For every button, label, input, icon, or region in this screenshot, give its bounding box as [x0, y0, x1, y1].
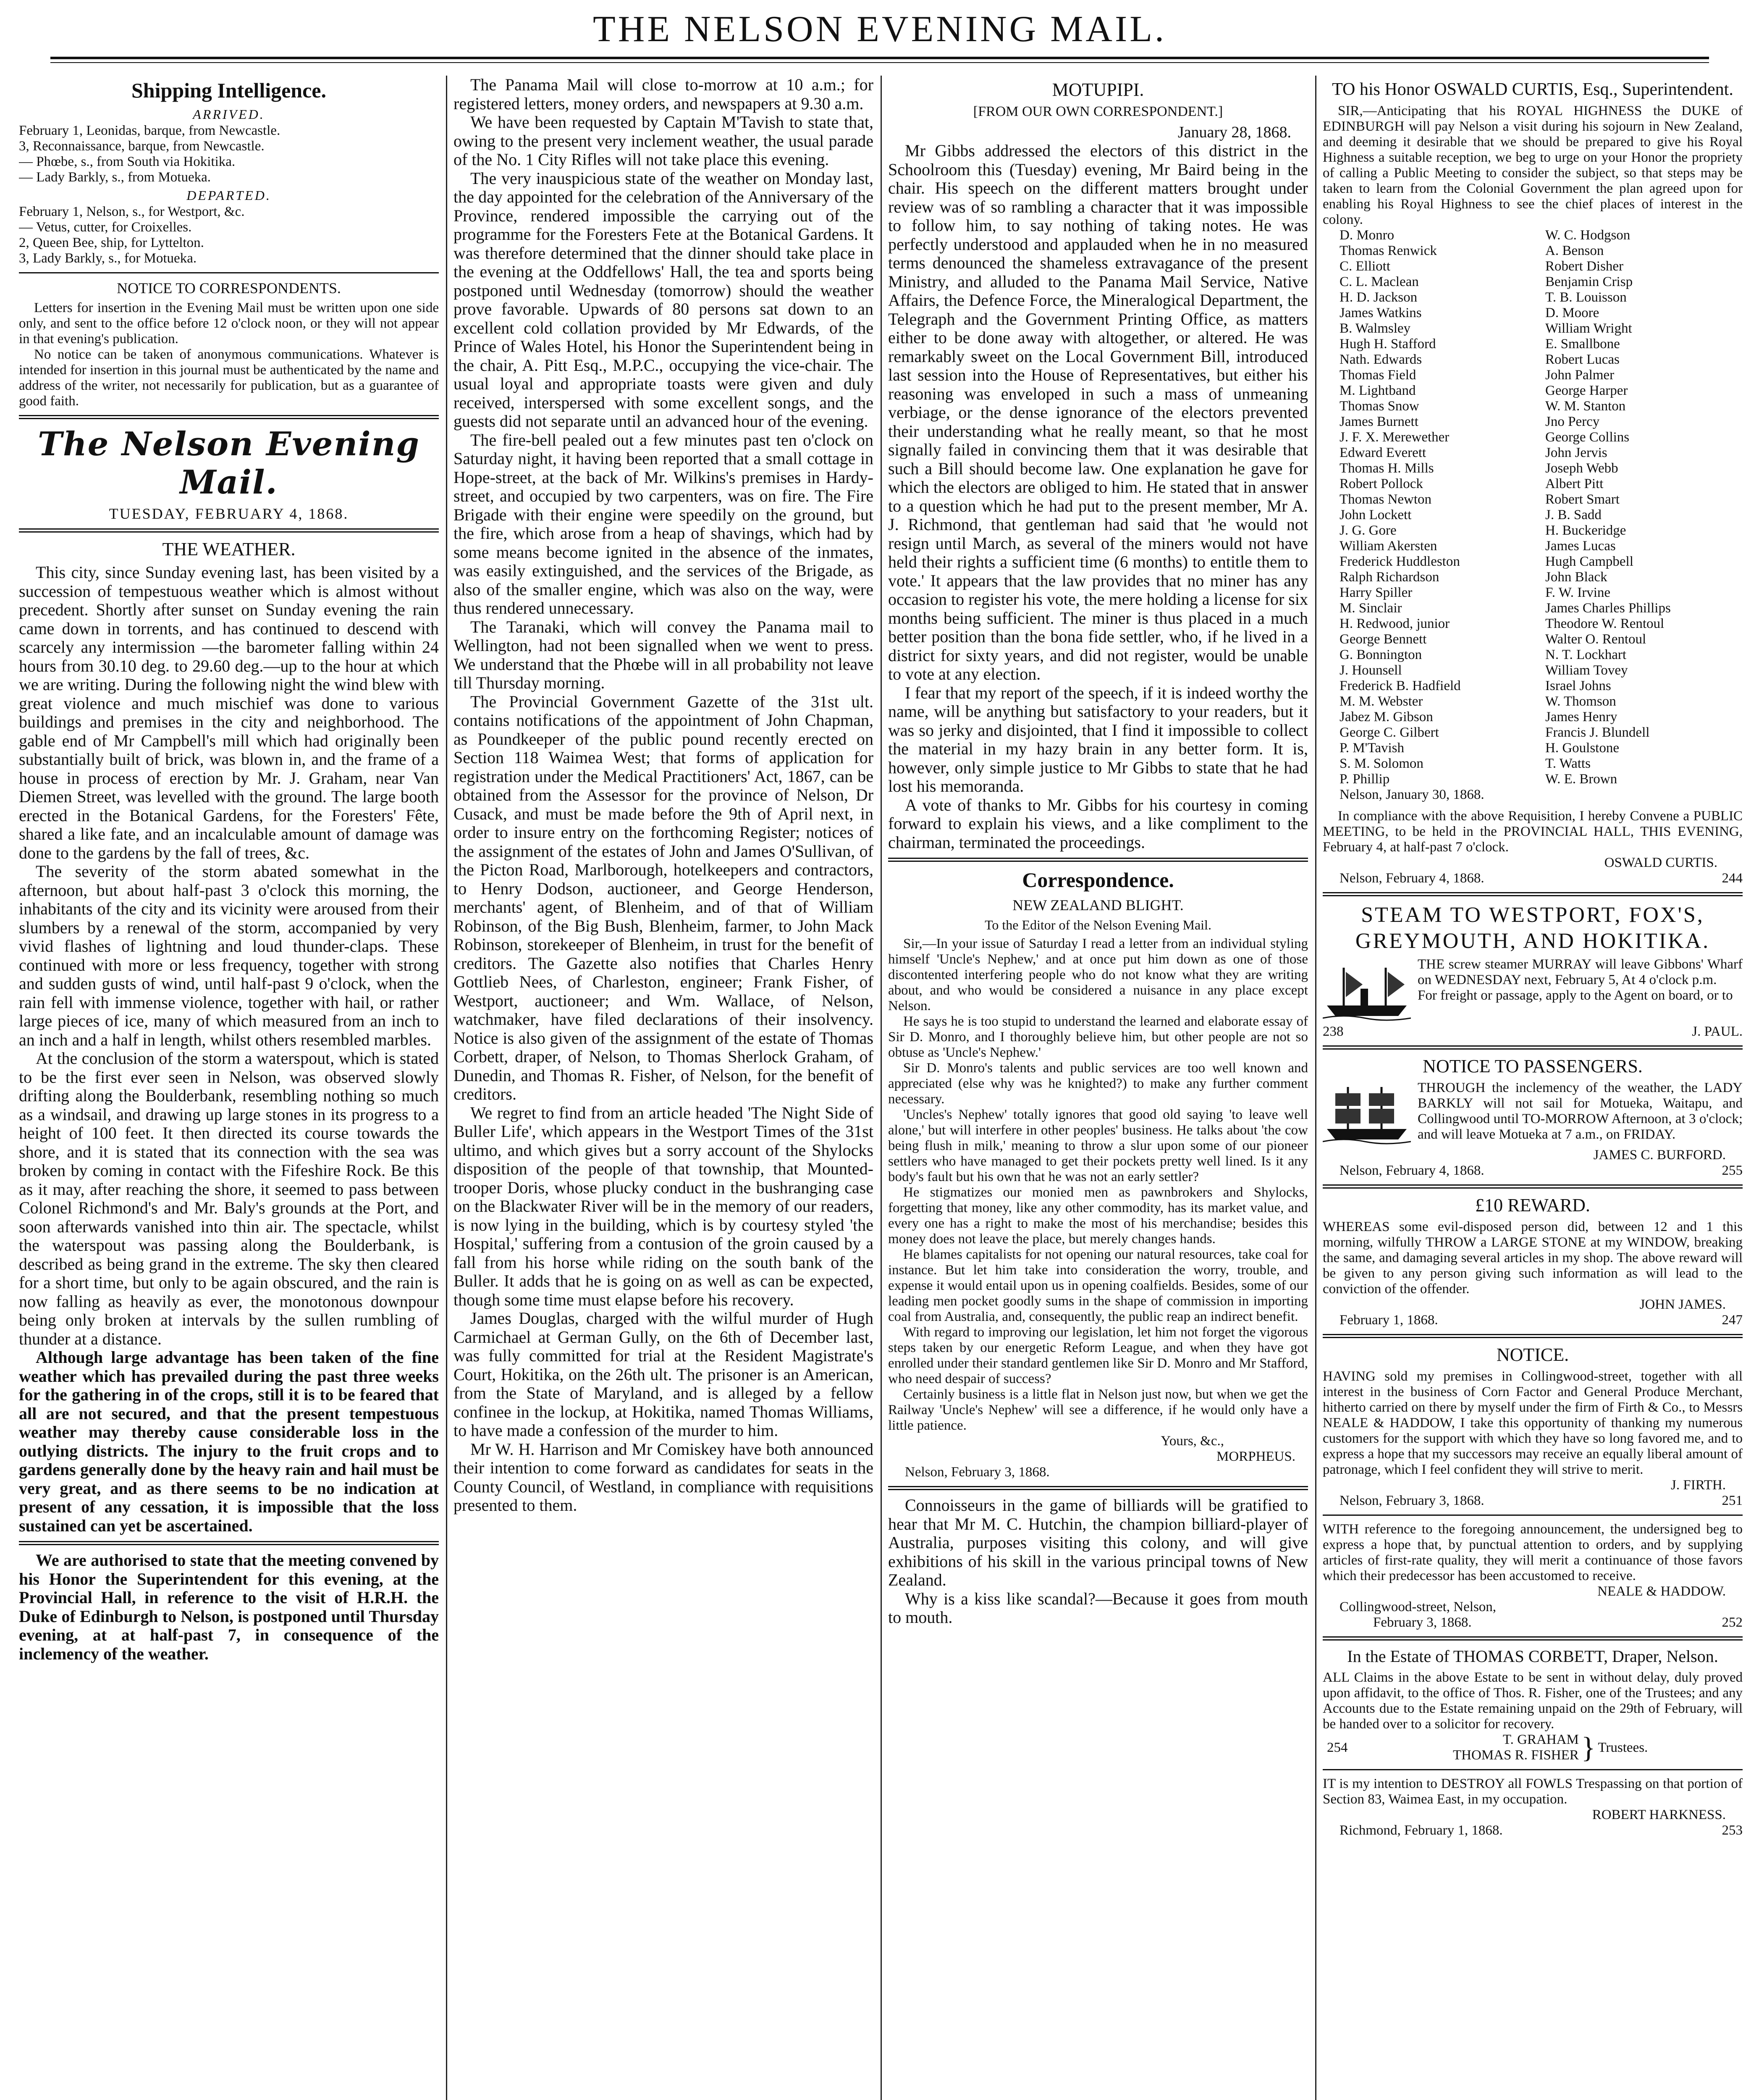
signatory-name: W. Thomson — [1545, 694, 1616, 709]
letter-paragraph: Certainly business is a little flat in Nelson just now, but when we get the Railway 'Uncle's Nephew' will see a difference, if he would only have a little patience. — [888, 1387, 1308, 1433]
column-2 — [454, 76, 873, 2100]
signatory-name: Frederick Huddleston — [1340, 554, 1460, 569]
column-3 — [888, 76, 1308, 2100]
news-paragraph: The Taranaki, which will convey the Panama mail to Wellington, had not been signalled when we went to press. We understand that the Phœbe will in all probability not leave till Thursday morning. — [454, 617, 873, 692]
signatory-name: George Collins — [1545, 430, 1630, 445]
signatory-name: D. Monro — [1340, 228, 1395, 243]
news-paragraph: The Provincial Government Gazette of the 31st ult. contains notifications of the appointment of John Chapman, as Poundkeeper of the public pound recently erected on Section 118 Waimea West; that forms of application for registration under the Medical Practitioners' Act, 1867, can be obtained from the Assessor for the province of Nelson, Dr Cusack, and must be made before the 9th of April next, in order to insure entry on the forthcoming Register; notices of the assignment of the estates of John and James O'Sullivan, of the Picton Road, Marlborough, hotelkeepers and contractors, to Henry Dodson, auctioneer, and George Henderson, merchants' agent, of Blenheim, and of that of William Robinson, of the Big Bush, Blenheim, farmer, to John Mack Robinson, storekeeper of Blenheim, in trust for the benefit of creditors. The Gazette also notifies that Charles Henry Gottlieb Nees, of Charleston, engineer; Frank Fisher, of Westport, auctioneer; and Wm. Wallace, of Nelson, watchmaker, have filed declarations of their insolvency. Notice is also given of the assignment of the estate of Thomas Corbett, draper, of Nelson, to Thomas Sherlock Graham, of Dunedin, and Thomas R. Fisher, of Nelson, for the benefit of creditors. — [454, 692, 873, 1103]
passengers-text: THROUGH the inclemency of the weather, the LADY BARKLY will not sail for Motueka, Waitapu, and Collingwood until TO-MORROW Afternoon, at 3 o'clock; and will leave Motueka at 7 a.m., on FRIDAY. — [1418, 1080, 1743, 1142]
ad-number: 255 — [1722, 1163, 1743, 1178]
letter-paragraph: Sir,—In your issue of Saturday I read a letter from an individual styling himself 'Uncle's Nephew,' and at once put him down as one of those discontented interfering people who do not know what they are writing about, and who would be considered a nuisance in any place except Nelson. — [888, 936, 1308, 1013]
ad-number: 247 — [1722, 1312, 1743, 1328]
steam-ad-text: For freight or passage, apply to the Agent on board, or to — [1418, 988, 1733, 1003]
motupipi-heading: MOTUPIPI. — [1052, 79, 1144, 100]
passengers-date: Nelson, February 4, 1868. — [1340, 1163, 1484, 1178]
signatory-name: Harry Spiller — [1340, 585, 1413, 600]
signatory-name: Nath. Edwards — [1340, 352, 1422, 367]
arrived-label: ARRIVED. — [193, 107, 265, 122]
signatory-name: W. M. Stanton — [1545, 399, 1626, 414]
signatory-name: Robert Pollock — [1340, 476, 1423, 491]
signatory-name: H. Redwood, junior — [1340, 616, 1450, 631]
correspondents-text: Letters for insertion in the Evening Mail must be written upon one side only, and sent to the office before 12 o'clock noon, or they will not appear in that evening's publication. — [19, 300, 439, 346]
fowls-signature: ROBERT HARKNESS. — [1592, 1807, 1726, 1822]
signatory-name: C. Elliott — [1340, 259, 1391, 274]
meeting-notice: We are authorised to state that the meeting convened by his Honor the Superintendent for this evening, at the Provincial Hall, in reference to the visit of H.R.H. the Duke of Edinburgh to Nelson, is postponed until Thursday evening, at at half-past 7, in consequence of the inclemency of the weather. — [19, 1551, 439, 1663]
letter-close: Yours, &c., — [1161, 1433, 1224, 1449]
signatory-name: J. G. Gore — [1340, 523, 1397, 538]
signatory-name: Israel Johns — [1545, 678, 1611, 693]
letter-title: NEW ZEALAND BLIGHT. — [1012, 897, 1184, 914]
news-paragraph: We have been requested by Captain M'Tavish to state that, owing to the present very inclement weather, the usual parade of the No. 1 City Rifles will not take place this evening. — [454, 113, 873, 169]
letter-addressee: To the Editor of the Nelson Evening Mail. — [985, 917, 1211, 932]
arrival-item: — Lady Barkly, s., from Motueka. — [19, 170, 211, 185]
signatory-name: J. Hounsell — [1340, 663, 1402, 678]
news-paragraph: The Panama Mail will close to-morrow at 10 a.m.; for registered letters, money orders, and newspapers at 9.30 a.m. — [454, 76, 873, 113]
letter-paragraph: He blames capitalists for not opening our natural resources, take coal for instance. But let him take into consideration the worry, trouble, and expense it would entail upon us in opening coalfields. Besides, some of our leading men pocket goodly sums in the shape of commission in importing coal from Australia, and, consequently, the public reap an indirect benefit. — [888, 1247, 1308, 1324]
steam-ad-signature: J. PAUL. — [1692, 1024, 1743, 1039]
signatory-name: Francis J. Blundell — [1545, 725, 1650, 740]
signatory-name: Thomas Newton — [1340, 492, 1432, 507]
estate-trustee: T. GRAHAM — [1502, 1732, 1579, 1747]
neale-address: Collingwood-street, Nelson, — [1340, 1599, 1497, 1614]
signatory-name: F. W. Irvine — [1545, 585, 1611, 600]
signatory-name: Thomas Renwick — [1340, 243, 1437, 258]
convene-signature: OSWALD CURTIS. — [1604, 855, 1717, 870]
signatory-name: Albert Pitt — [1545, 476, 1604, 491]
issue-date: TUESDAY, FEBRUARY 4, 1868. — [109, 505, 349, 522]
kiss-paragraph: Why is a kiss like scandal?—Because it goes from mouth to mouth. — [888, 1589, 1308, 1627]
signatory-name: Robert Disher — [1545, 259, 1624, 274]
signatory-name: E. Smallbone — [1545, 336, 1620, 352]
arrival-item: February 1, Leonidas, barque, from Newcastle. — [19, 123, 280, 138]
paper-name: The Nelson Evening Mail. — [38, 425, 420, 501]
departure-item: February 1, Nelson, s., for Westport, &c. — [19, 204, 245, 219]
signatory-name: B. Walmsley — [1340, 321, 1411, 336]
column-4: TO his Honor OSWALD CURTIS, Esq., Superintendent. SIR,—Anticipating that his ROYAL HIGHNESS the DUKE of EDINBURGH will pay Nelson a visit during his sojourn in New Zealand, and deeming it desirable that we should be prepared to give his Royal Highness a suitable reception, we beg to urge on your Honor the propriety of calling a Public Meeting to consider the subject, so that steps may be taken to learn from the Colonial Government the plan agreed upon for enabling his Royal Highness to see the chief places of interest in the colony. D. Monro Thomas Renwick C. Elliott C. L. Maclean H. D. Jackson James Watkins B. Walmsley Hugh H. Stafford Nath. Edwards Thomas Field M. Lightband Thomas Snow James Burnett J. F. X. Merewether Edward Everett Thomas H. Mills Robert Pollock Thomas Newton John Lockett J. G. Gore William Akersten Frederick Huddleston Ralph Richardson Harry Spiller M. Sinclair H. Redwood, junior George Bennett G. Bonnington J. Hounsell Frederick B. Hadfield M. M. Webster Jabez M. Gibson George C. Gilbert P. M'Tavish S. M. Solomon P. Phillip W. C. Hodgson A. Benson Robert Disher Benjamin Crisp T. B. Louisson D. Moore William Wright E. Smallbone Robert Lucas John Palmer George Harper W. M. Stanton Jno Percy George Collins John Jervis Joseph Webb Albert Pitt Robert Smart J. B. Sadd H. Buckeridge James Lucas Hugh Campbell John Black F. W. Irvine James Charles Phillips Theodore W. Rentoul Walter O. Rentoul N. T. Lockhart William Tovey Israel Johns W. Thomson James Henry Francis J. Blundell H. Goulstone T. Watts W. E. Brown Nelson, January 30, 1868. In compliance with the above Requisition, I hereby Convene a PUBLIC MEETING, to be held in the PROVINCIAL HALL, THIS EVENING, February 4, at half-past 7 o'clock. OSWALD CURTIS. Nelson, February 4, 1868. 244 STEAM TO WESTPORT, FOX'S, GREYMOUTH, AND HOKITIKA. THE screw steamer MURRAY will leave Gibbons' Wharf on WEDNESDAY next, February 5, At 4 o'clock p.m. For freight or passage, apply to the Agent on board, or to 238 J. PAUL. NOTICE TO PASSENGERS. THROUGH the inclemency of the weather, the LADY BARKLY will not sail for Motueka, Waitapu, and Collingwood until TO-MORROW Afternoon, at 3 o'clock; and will leave Motueka at 7 a.m., on FRIDAY. JAMES C. BURFORD. Nelson, February 4, 1868. 255 £10 REWARD. WHEREAS some evil-disposed person did, between 12 and 1 this morning, wilfully THROW a LARGE STONE at my WINDOW, breaking the same, and damaging several articles in my shop. The above reward will be given to any person giving such information as will lead to the conviction of the offender. JOHN JAMES. February 1, 1868. 247 NOTICE. HAVING sold my premises in Collingwood-street, together with all interest in the business of Corn Factor and General Produce Merchant, hitherto carried on there by myself under the firm of Firth & Co., to Messrs NEALE & HADDOW, I take this opportunity of thanking my numerous customers for the support with which they have so long favored me, and to express a hope that my successors may receive an equally liberal amount of patronage, which I feel confident they will strive to merit. J. FIRTH. Nelson, February 3, 1868. 251 WITH reference to the foregoing announcement, the undersigned beg to express a hope that, by punctual attention to orders, and by supplying articles of first-rate quality, they will merit a continuance of those favors which their predecessor has been accustomed to receive. NEALE & HADDOW. Collingwood-street, Nelson, February 3, 1868. 252 In the Estate of THOMAS CORBETT, Draper, Nelson. ALL Claims in the above Estate to be sent in without delay, duly proved upon affidavit, to the office of Thos. R. Fisher, one of the Trustees; and any Accounts due to the Estate remaining unpaid on the 29th of February, will be handed over to a solicitor for recovery. 254 T. GRAHAM THOMAS R. FISHER } Trustees. IT is my intention to DESTROY all FOWLS Trespassing on that portion of Section 83, Waimea East, in my occupation. ROBERT HARKNESS. Richmond, February 1, 1868. 253 — [1323, 80, 1743, 1838]
requisition-title: TO his Honor OSWALD CURTIS, Esq., Superintendent. — [1332, 80, 1733, 99]
ad-number: 252 — [1722, 1615, 1743, 1630]
requisition-text: SIR,—Anticipating that his ROYAL HIGHNESS the DUKE of EDINBURGH will pay Nelson a visit during his sojourn in New Zealand, and deeming it desirable that we should be prepared to give his Royal Highness a suitable reception, we beg to urge on your Honor the propriety of calling a Public Meeting to consider the subject, so that steps may be taken to learn from the Colonial Government the plan agreed upon for enabling his Royal Highness to see the chief places of interest in the colony. — [1323, 103, 1743, 227]
estate-text: ALL Claims in the above Estate to be sent in without delay, duly proved upon affidavit, to the office of Thos. R. Fisher, one of the Trustees; and any Accounts due to the Estate remaining unpaid on the 29th of February, will be handed over to a solicitor for recovery. — [1323, 1670, 1743, 1732]
letter-date: Nelson, February 3, 1868. — [905, 1465, 1050, 1480]
signatory-name: M. Sinclair — [1340, 601, 1402, 616]
letter-paragraph: 'Uncles's Nephew' totally ignores that good old saying 'to leave well alone,' but will interfere in other peoples' business. He talks about 'the cow being flush in milk,' meaning to throw a slur upon some of our pioneer settlers who have managed to get their pockets pretty well lined. Is it any body's fault but his own that he was not an early settler? — [888, 1107, 1308, 1184]
steamer-icon — [1323, 959, 1411, 1022]
signatory-name: John Black — [1545, 570, 1607, 585]
dateline: January 28, 1868. — [1177, 123, 1291, 141]
news-paragraph: We regret to find from an article headed 'The Night Side of Buller Life', which appears in the Westport Times of the 31st ultimo, and which gives but a sorry account of the Shylocks disposition of the people of that township, that Mounted-trooper Doris, whose plucky conduct in the bushranging case on the Blackwater River will be in the memory of our readers, is now lying in the building, which is by courtesy styled 'the Hospital,' suffering from a contusion of the groin caused by a fall from his horse while riding on the south bank of the Buller. It adds that he is going on as well as can be expected, though some time must elapse before his recovery. — [454, 1103, 873, 1309]
news-paragraph: The very inauspicious state of the weather on Monday last, the day appointed for the celebration of the Anniversary of the Province, rendered impossible the carrying out of the programme for the Foresters Fete at the Botanical Gardens. It was therefore determined that the dinner should take place in the evening at the Oddfellows' Hall, the tea and sports being postponed until Wednesday (tomorrow) should the weather prove favorable. Upwards of 80 persons sat down to an excellent cold collation provided by Mr Edwards, of the Prince of Wales Hotel, his Honor the Superintendent being in the chair, A. Pitt Esq., M.P.C., occupying the vice-chair. The usual loyal and appropriate toasts were given and duly received, interspersed with some excellent songs, and the guests did not separate until an advanced hour of the evening. — [454, 168, 873, 430]
news-paragraph: James Douglas, charged with the wilful murder of Hugh Carmichael at German Gully, on the 6th of December last, was fully committed for trial at the Resident Magistrate's Court, Hokitika, on the 26th ult. The prisoner is an American, from the State of Maryland, and is alleged by a fellow confinee in the lockup, at Hokitika, named Thomas Williams, to have made a confession of the murder to him. — [454, 1309, 873, 1440]
signatory-name: Thomas Snow — [1340, 399, 1419, 414]
signatory-name: Hugh Campbell — [1545, 554, 1633, 569]
letter-paragraph: He stigmatizes our monied men as pawnbrokers and Shylocks, forgetting that money, like any other commodity, has its market value, and every one has a right to make the most of his merchandise; besides this money does not leave the place, but merely changes hands. — [888, 1185, 1308, 1247]
signatory-name: W. E. Brown — [1545, 772, 1617, 787]
signatory-name: Thomas Field — [1340, 368, 1416, 383]
signatory-name: S. M. Solomon — [1340, 756, 1423, 771]
signatory-name: C. L. Maclean — [1340, 274, 1419, 289]
column-divider — [446, 76, 447, 2100]
signatories — [1323, 228, 1743, 787]
steam-ad-title: STEAM TO WESTPORT, FOX'S, GREYMOUTH, AND HOKITIKA. — [1355, 903, 1710, 953]
shipping-heading: Shipping Intelligence. — [131, 79, 326, 102]
signatory-name: P. Phillip — [1340, 772, 1390, 787]
signatory-name: Frederick B. Hadfield — [1340, 678, 1461, 693]
neale-text: WITH reference to the foregoing announcement, the undersigned beg to express a hope that, by punctual attention to orders, and by supplying articles of first-rate quality, they will merit a continuance of those favors which their predecessor has been accustomed to receive. — [1323, 1522, 1743, 1583]
signatory-name: Hugh H. Stafford — [1340, 336, 1436, 352]
signatory-name: John Jervis — [1545, 445, 1607, 460]
signatory-name: James Watkins — [1340, 305, 1422, 320]
neale-signature: NEALE & HADDOW. — [1597, 1584, 1726, 1599]
signatory-name: D. Moore — [1545, 305, 1599, 320]
ad-number: 254 — [1327, 1740, 1348, 1755]
signatory-name: Joseph Webb — [1545, 461, 1618, 476]
signatory-name: James Lucas — [1545, 538, 1616, 554]
notice-title: NOTICE. — [1496, 1344, 1569, 1365]
fowls-date: Richmond, February 1, 1868. — [1340, 1823, 1503, 1838]
estate-trustees-label: Trustees. — [1598, 1740, 1648, 1755]
signatory-name: William Akersten — [1340, 538, 1437, 554]
signatory-name: H. Goulstone — [1545, 740, 1619, 756]
correspondent-line: [FROM OUR OWN CORRESPONDENT.] — [973, 104, 1223, 119]
column-1 — [19, 76, 439, 2100]
signatory-name: Edward Everett — [1340, 445, 1426, 460]
correspondents-heading: NOTICE TO CORRESPONDENTS. — [117, 280, 341, 297]
signatories-left — [1340, 228, 1537, 787]
column-divider — [1315, 76, 1316, 2100]
signatory-name: G. Bonnington — [1340, 647, 1422, 662]
signatory-name: H. Buckeridge — [1545, 523, 1626, 538]
fowls-text: IT is my intention to DESTROY all FOWLS Trespassing on that portion of Section 83, Waimea East, in my occupation. — [1323, 1776, 1743, 1807]
signatory-name: A. Benson — [1545, 243, 1604, 258]
correspondence-heading: Correspondence. — [1022, 868, 1174, 892]
departure-item: 2, Queen Bee, ship, for Lyttelton. — [19, 235, 204, 250]
departure-item: — Vetus, cutter, for Croixelles. — [19, 220, 192, 235]
news-paragraph: The fire-bell pealed out a few minutes past ten o'clock on Saturday night, it having been reported that a small cottage in Hope-street, at the back of Mr. Wilkins's premises in Hardy-street, and occupied by two carpenters, was on fire. The Fire Brigade with their engine were speedily on the ground, but the fire, which arose from a heap of shavings, which had by some means become ignited in the absence of the inmates, was easily extinguished, and the services of the Brigade, as also of the smaller engine, which was also on the way, were thus rendered unnecessary. — [454, 430, 873, 617]
estate-title: In the Estate of THOMAS CORBETT, Draper, Nelson. — [1347, 1647, 1718, 1666]
steam-ad-text: THE screw steamer MURRAY will leave Gibbons' Wharf on WEDNESDAY next, February 5, At 4 o'clock p.m. — [1418, 957, 1743, 987]
reward-date: February 1, 1868. — [1340, 1312, 1438, 1328]
signatory-name: T. B. Louisson — [1545, 290, 1627, 305]
motupipi-paragraph: I fear that my report of the speech, if it is indeed worthy the name, will be anything but satisfactory to your readers, but it was so jerky and disjointed, that I find it impossible to collect the material in my hazy brain in any better form. It is, however, only simple justice to Mr Gibbs to state that he had lost his memoranda. — [888, 683, 1308, 795]
signatory-name: N. T. Lockhart — [1545, 647, 1627, 662]
signatory-name: Theodore W. Rentoul — [1545, 616, 1665, 631]
signatory-name: James Burnett — [1340, 414, 1418, 429]
sailing-ship-icon — [1323, 1083, 1411, 1146]
signatory-name: Robert Lucas — [1545, 352, 1620, 367]
signatory-name: Thomas H. Mills — [1340, 461, 1434, 476]
weather-paragraph: Although large advantage has been taken of the fine weather which has prevailed during the past three weeks for the gathering in of the crops, still it is to be feared that all are not secured, and that the present tempestuous weather may thereby cause considerable loss in the outlying districts. The injury to the fruit crops and to gardens generally done by the heavy rain and hail must be very great, and as there seems to be no indication at present of any cessation, it is impossible that the loss sustained can yet be ascertained. — [19, 1348, 439, 1535]
signatory-name: M. M. Webster — [1340, 694, 1423, 709]
ad-number: 238 — [1323, 1024, 1344, 1039]
signatory-name: George Harper — [1545, 383, 1628, 398]
signatory-name: George C. Gilbert — [1340, 725, 1439, 740]
ad-number: 251 — [1722, 1493, 1743, 1508]
weather-paragraph: At the conclusion of the storm a waterspout, which is stated to be the first ever seen in Nelson, was observed slowly drifting along the Boulderbank, resembling nothing so much as a windsail, and drawing up large stones in its progress to a height of 100 feet. It then directed its course towards the shore, and it is stated that its connection with the sea was broken by coming in contact with the Fifeshire Rock. Be this as it may, after reaching the shore, it seemed to pass between Colonel Richmond's and Mr. Baly's grounds at the Port, and soon afterwards vanished into thin air. The spectacle, whilst the waterspout was passing along the Boulderbank, is described as being grand in the extreme. The sky then cleared for a short time, but only to be again obscured, and the rain is now falling as heavily as ever, the monotonous downpour being only broken at intervals by the sullen rumbling of thunder at a distance. — [19, 1049, 439, 1348]
masthead: THE NELSON EVENING MAIL. — [592, 9, 1167, 50]
signatory-name: Jabez M. Gibson — [1340, 709, 1433, 724]
arrival-item: 3, Reconnaissance, barque, from Newcastle. — [19, 139, 265, 154]
signatory-name: William Tovey — [1545, 663, 1628, 678]
notice-date: Nelson, February 3, 1868. — [1340, 1493, 1484, 1508]
weather-heading: THE WEATHER. — [162, 539, 296, 559]
signatory-name: T. Watts — [1545, 756, 1591, 771]
signatory-name: John Lockett — [1340, 507, 1412, 522]
signatory-name: John Palmer — [1545, 368, 1615, 383]
convene-text: In compliance with the above Requisition, I hereby Convene a PUBLIC MEETING, to be held in the PROVINCIAL HALL, THIS EVENING, February 4, at half-past 7 o'clock. — [1323, 808, 1743, 855]
requisition-date: Nelson, January 30, 1868. — [1340, 787, 1484, 802]
masthead-rule-thin — [50, 62, 1709, 63]
notice-text: HAVING sold my premises in Collingwood-street, together with all interest in the business of Corn Factor and General Produce Merchant, hitherto carried on there by myself under the firm of Firth & Co., to Messrs NEALE & HADDOW, I take this opportunity of thanking my numerous customers for the support with which they have so long favored me, and to express a hope that my successors may receive an equally liberal amount of patronage, which I feel confident they will strive to merit. — [1323, 1369, 1743, 1477]
signatories-right — [1545, 228, 1743, 787]
weather-paragraph: This city, since Sunday evening last, has been visited by a succession of tempestuous weather which is almost without precedent. Shortly after sunset on Sunday evening the rain came down in torrents, and has continued to descend with scarcely any intermission —the barometer falling within 24 hours from 30.10 deg. to 29.60 deg.—up to the hour at which we are writing. During the following night the wind blew with great violence and much mischief was done to various buildings and premises in the city and neighborhood. The gable end of Mr Campbell's mill which had originally been substantially built of brick, was blown in, and the frame of a house in process of erection by Mr. J. Graham, near Van Diemen Street, was levelled with the ground. The large booth erected in the Botanical Gardens, for the Foresters' Fête, shared a like fate, and an incalculable amount of damage was done to the gardens by the fall of trees, &c. — [19, 563, 439, 862]
departure-item: 3, Lady Barkly, s., for Motueka. — [19, 251, 197, 266]
signatory-name: W. C. Hodgson — [1545, 228, 1631, 243]
letter-signature: MORPHEUS. — [1216, 1449, 1295, 1464]
passengers-title: NOTICE TO PASSENGERS. — [1423, 1056, 1643, 1076]
signatory-name: P. M'Tavish — [1340, 740, 1404, 756]
letter-paragraph: Sir D. Monro's talents and public services are too well known and appreciated (else why was he knighted?) to make any further comment necessary. — [888, 1060, 1308, 1107]
signatory-name: James Charles Phillips — [1545, 601, 1671, 616]
signatory-name: George Bennett — [1340, 632, 1427, 647]
signatory-name: Walter O. Rentoul — [1545, 632, 1646, 647]
signatory-name: James Henry — [1545, 709, 1617, 724]
departed-label: DEPARTED. — [186, 188, 271, 203]
arrival-item: — Phœbe, s., from South via Hokitika. — [19, 154, 236, 169]
signatory-name: H. D. Jackson — [1340, 290, 1418, 305]
passengers-signature: JAMES C. BURFORD. — [1593, 1147, 1726, 1163]
letter-paragraph: He says he is too stupid to understand the learned and elaborate essay of Sir D. Monro, and I thoroughly believe him, but other people are not so obtuse as 'Uncle's Nephew.' — [888, 1014, 1308, 1060]
reward-text: WHEREAS some evil-disposed person did, between 12 and 1 this morning, wilfully THROW a LARGE STONE at my WINDOW, breaking the same, and damaging several articles in my shop. The above reward will be given to any person giving such information as will lead to the conviction of the offender. — [1323, 1219, 1743, 1297]
letter-paragraph: With regard to improving our legislation, let him not forget the vigorous steps taken by our energetic Reform League, and when they have got enrolled under their standard gentlemen like Sir D. Monro and Mr Stafford, who need despair of success? — [888, 1325, 1308, 1386]
signatory-name: M. Lightband — [1340, 383, 1416, 398]
news-paragraph: Mr W. H. Harrison and Mr Comiskey have both announced their intention to come forward as candidates for seats in the County Council, of Westland, in compliance with requisitions presented to them. — [454, 1439, 873, 1515]
weather-paragraph: The severity of the storm abated somewhat in the afternoon, but about half-past 3 o'clock this morning, the inhabitants of the city and its vicinity were aroused from their slumbers by a renewal of the storm, accompanied by very vivid flashes of lightning and loud thunder-claps. These continued with more or less frequency, together with strong and sudden gusts of wind, until half-past 9 o'clock, when the rain fell with immense violence, together with hail, or rather large pieces of ice, many of which measured from an inch to an inch and a half in length, whilst others resembled marbles. — [19, 862, 439, 1049]
billiards-paragraph: Connoisseurs in the game of billiards will be gratified to hear that Mr M. C. Hutchin, the champion billiard-player of Australia, purposes visiting this colony, and will give exhibitions of his skill in the various principal towns of New Zealand. — [888, 1496, 1308, 1589]
neale-date: February 3, 1868. — [1373, 1615, 1472, 1630]
signatory-name: Jno Percy — [1545, 414, 1600, 429]
masthead-rule — [50, 57, 1709, 59]
ad-number: 253 — [1722, 1823, 1743, 1838]
signatory-name: Ralph Richardson — [1340, 570, 1439, 585]
ad-number: 244 — [1722, 871, 1743, 886]
signatory-name: J. F. X. Merewether — [1340, 430, 1450, 445]
reward-signature: JOHN JAMES. — [1639, 1297, 1726, 1312]
estate-trustee: THOMAS R. FISHER — [1453, 1748, 1579, 1763]
reward-title: £10 REWARD. — [1475, 1195, 1590, 1215]
signatory-name: Benjamin Crisp — [1545, 274, 1633, 289]
motupipi-paragraph: A vote of thanks to Mr. Gibbs for his courtesy in coming forward to explain his views, and a like compliment to the chairman, terminated the proceedings. — [888, 795, 1308, 852]
motupipi-paragraph: Mr Gibbs addressed the electors of this district in the Schoolroom this (Tuesday) evening, Mr Baird being in the chair. His speech on the different matters brought under review was of so rambling a character that it was impossible to follow him, to say nothing of taking notes. He was perfectly understood and applauded when he in no measured terms denounced the shameless extravagance of the present Ministry, and alluded to the Panama Mail Service, Native Affairs, the Defence Force, the Mineralogical Department, the Telegraph and the Government Printing Office, as matters either to be done away with altogether, or altered. He was remarkably sweet on the Local Government Bill, introduced last session into the House of Representatives, but either his reasoning was enveloped in such a mass of unmeaning verbiage, or the dense ignorance of the electors prevented their understanding what he really meant, so that he most signally failed in convincing them that it was desirable that such a Bill should become law. One explanation he gave for which the electors are obliged to him. He stated that in answer to a question which he had put to the present member, Mr A. J. Richmond, that gentleman had said that 'he would not resign until March, as several of the miners would not have held their rights a sufficient time (6 months) to entitle them to vote.' It appears that the law provides that no miner has any occasion to register his vote, the mere holding a license for six months being sufficient. The miner is thus placed in a much better position than the bona fide settler, who, if he lived in a district for sixty years, and did not register, would be unable to vote at any election. — [888, 141, 1308, 683]
correspondents-text: No notice can be taken of anonymous communications. Whatever is intended for insertion in this journal must be authenticated by the name and address of the writer, not necessarily for publication, but as a guarantee of good faith. — [19, 347, 439, 409]
column-divider — [881, 76, 882, 2100]
signatory-name: J. B. Sadd — [1545, 507, 1602, 522]
convene-date: Nelson, February 4, 1868. — [1340, 871, 1484, 886]
signatory-name: William Wright — [1545, 321, 1632, 336]
signatory-name: Robert Smart — [1545, 492, 1620, 507]
notice-signature: J. FIRTH. — [1671, 1478, 1726, 1493]
